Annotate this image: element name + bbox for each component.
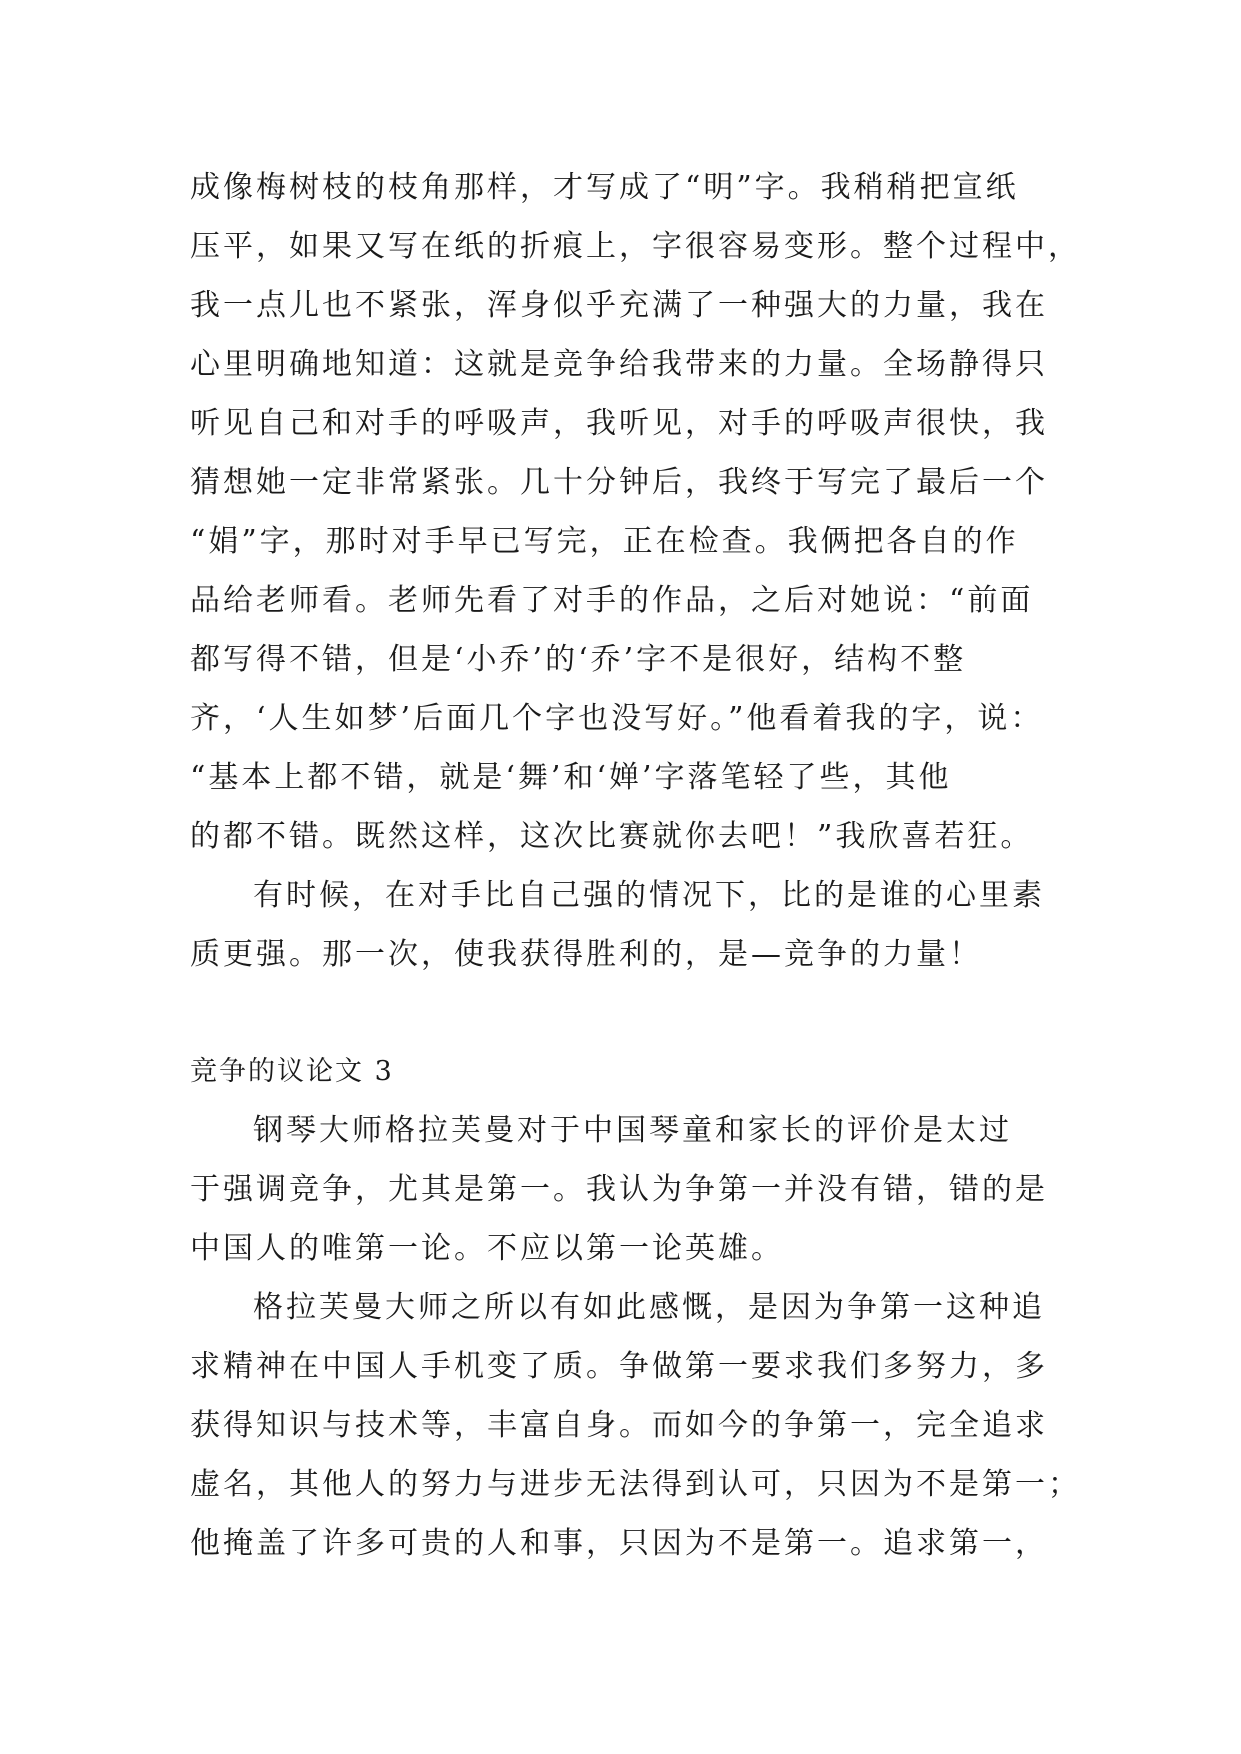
text-line: 求精神在中国人手机变了质。争做第一要求我们多努力，多 xyxy=(190,1349,1048,1384)
text-line: 的都不错。既然这样，这次比赛就你去吧！”我欣喜若狂。 xyxy=(190,819,1034,854)
text-line: 成像梅树枝的枝角那样，才写成了“明”字。我稍稍把宣纸 xyxy=(190,170,1019,205)
text-line: 我一点儿也不紧张，浑身似乎充满了一种强大的力量，我在 xyxy=(190,288,1048,323)
text-line: 都写得不错，但是‘小乔’的‘乔’字不是很好，结构不整 xyxy=(190,642,967,677)
paragraph-intro xyxy=(190,1101,1060,1278)
paragraph-continuation xyxy=(190,158,1081,866)
document-body xyxy=(190,158,1081,1573)
paragraph-argument xyxy=(190,1278,1081,1573)
text-line: “娟”字，那时对手早已写完，正在检查。我俩把各自的作 xyxy=(190,524,1019,559)
text-line: 有时候，在对手比自己强的情况下，比的是谁的心里素 xyxy=(253,878,1045,913)
text-line: 齐，‘人生如梦’后面几个字也没写好。”他看着我的字，说： xyxy=(190,701,1044,736)
text-line: 压平，如果又写在纸的折痕上，字很容易变形。整个过程中， xyxy=(190,229,1081,264)
text-line: 虚名，其他人的努力与进步无法得到认可，只因为不是第一； xyxy=(190,1467,1081,1502)
section-spacer xyxy=(190,984,1060,1042)
section-title: 竞争的议论文 3 xyxy=(190,1056,394,1087)
text-line: 听见自己和对手的呼吸声，我听见，对手的呼吸声很快，我 xyxy=(190,406,1048,441)
text-line: “基本上都不错，就是‘舞’和‘婵’字落笔轻了些，其他 xyxy=(190,760,952,795)
paragraph-conclusion xyxy=(190,866,1060,984)
text-line: 他掩盖了许多可贵的人和事，只因为不是第一。追求第一， xyxy=(190,1526,1048,1561)
text-line: 猜想她一定非常紧张。几十分钟后，我终于写完了最后一个 xyxy=(190,465,1048,500)
text-line: 格拉芙曼大师之所以有如此感慨，是因为争第一这种追 xyxy=(253,1290,1045,1325)
text-line: 获得知识与技术等，丰富自身。而如今的争第一，完全追求 xyxy=(190,1408,1048,1443)
text-line: 钢琴大师格拉芙曼对于中国琴童和家长的评价是太过 xyxy=(253,1113,1012,1148)
text-line: 于强调竞争，尤其是第一。我认为争第一并没有错，错的是 xyxy=(190,1172,1048,1207)
text-line: 心里明确地知道：这就是竞争给我带来的力量。全场静得只 xyxy=(190,347,1048,382)
text-line: 质更强。那一次，使我获得胜利的，是—竞争的力量！ xyxy=(190,937,982,972)
text-line: 中国人的唯第一论。不应以第一论英雄。 xyxy=(190,1231,784,1266)
text-line: 品给老师看。老师先看了对手的作品，之后对她说：“前面 xyxy=(190,583,1034,618)
